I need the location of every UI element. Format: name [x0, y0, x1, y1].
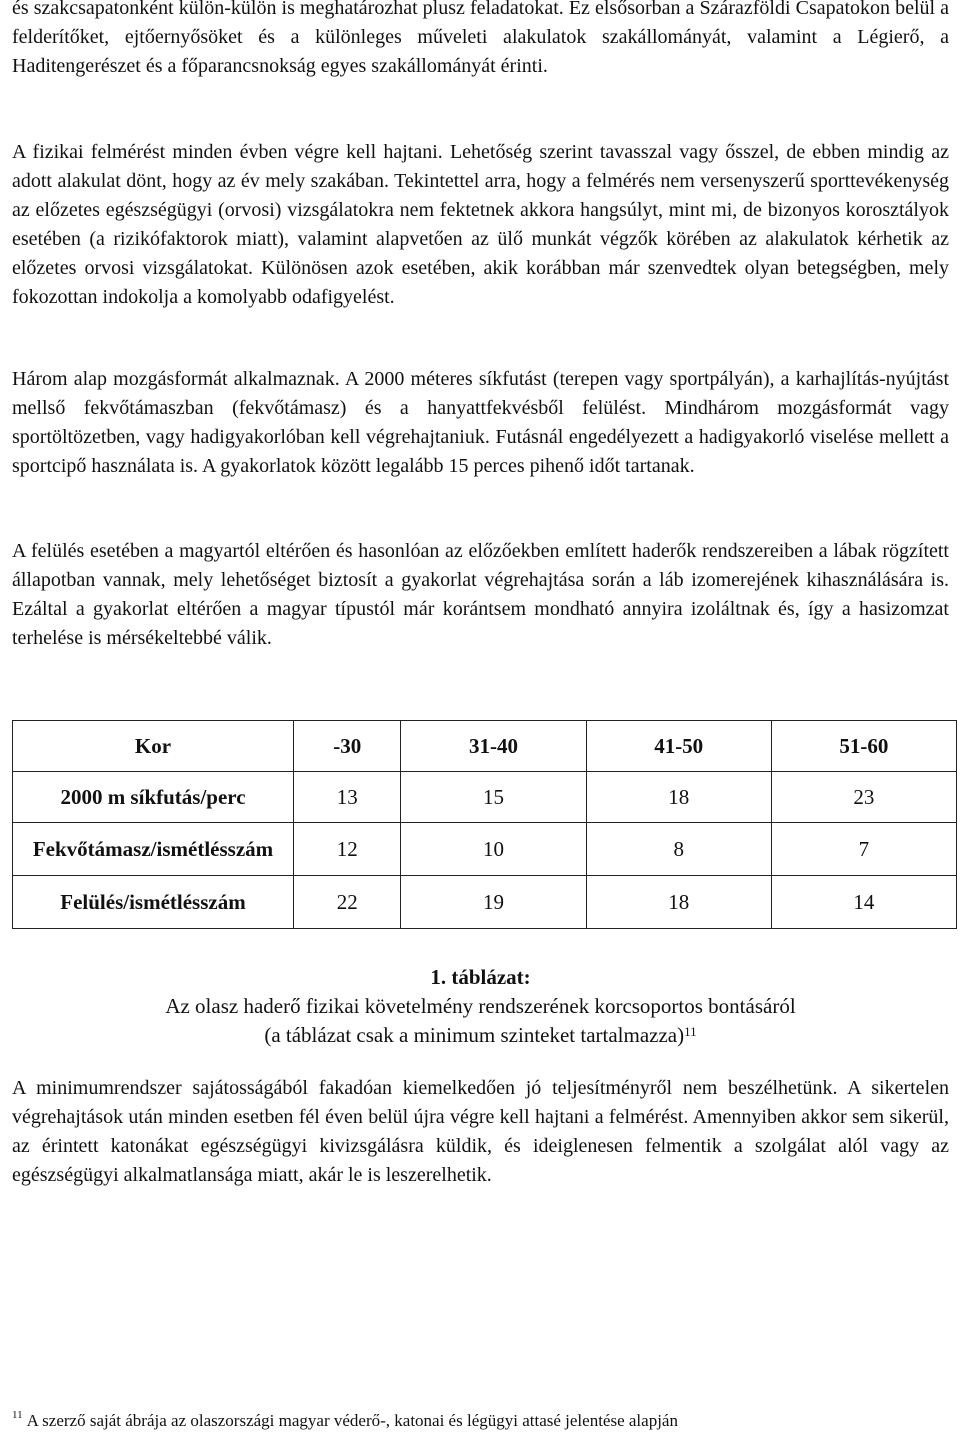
- caption-title: 1. táblázat:: [430, 965, 531, 989]
- table-row-label: Fekvőtámasz/ismétlésszám: [13, 823, 294, 876]
- paragraph-4: A felülés esetében a magyartól eltérően és hasonlóan az előzőekben említett haderők rendszereiben a lábak rögzített állapotban vannak, mely lehetőséget biztosít a gyakorlat végrehajtása során a láb izomerejének kihasználására is. Ezáltal a gyakorlat eltérően a magyar típustól már korántsem mondható annyira izoláltnak és, így a hasizomzat terhelése is mérsékeltebbé válik.: [12, 540, 949, 649]
- caption-line-2: (a táblázat csak a minimum szinteket tartalmazza): [264, 1023, 685, 1047]
- table-row: [13, 823, 957, 876]
- table-header-cell: 31-40: [401, 721, 586, 772]
- table-cell: 22: [294, 876, 401, 929]
- footnote: [12, 1411, 678, 1431]
- table-header-cell: Kor: [13, 721, 294, 772]
- table-header-cell: 51-60: [771, 721, 956, 772]
- table-row-label: Felülés/ismétlésszám: [13, 876, 294, 929]
- table-cell: 8: [586, 823, 771, 876]
- table-header-cell: 41-50: [586, 721, 771, 772]
- table-row-label: 2000 m síkfutás/perc: [13, 772, 294, 823]
- table-header-cell: -30: [294, 721, 401, 772]
- paragraph-2: A fizikai felmérést minden évben végre kell hajtani. Lehetőség szerint tavasszal vagy ősszel, de ebben mindig az adott alakulat dönt, hogy az év mely szakában. Tekintettel arra, hogy a felmérés nem versenyszerű sporttevékenység az előzetes egészségügyi (orvosi) vizsgálatokra nem fektetnek akkora hangsúlyt, mint mi, de bizonyos korosztályok esetében (a rizikófaktorok miatt), valamint alapvetően az ülő munkát végzők körében az alakulatok kérhetik az előzetes orvosi vizsgálatokat. Különösen azok esetében, akik korábban már szenvedtek olyan betegségben, mely fokozottan indokolja a komolyabb odafigyelést.: [12, 141, 949, 308]
- footnote-number: 11: [12, 1409, 23, 1421]
- table-cell: 19: [401, 876, 586, 929]
- table-cell: 18: [586, 876, 771, 929]
- table-cell: 15: [401, 772, 586, 823]
- table-cell: 14: [771, 876, 956, 929]
- table-caption: [12, 963, 949, 1050]
- footnote-text: A szerző saját ábrája az olaszországi magyar véderő-, katonai és légügyi attasé jelentése alapján: [26, 1411, 678, 1430]
- caption-line-1: Az olasz haderő fizikai követelmény rendszerének korcsoportos bontásáról: [165, 994, 796, 1018]
- table-cell: 13: [294, 772, 401, 823]
- paragraph-1: és szakcsapatonként külön-külön is meghatározhat plusz feladatokat. Ez elsősorban a Szárazföldi Csapatokon belül a felderítőket, ejtőernyősöket és a különleges műveleti alakulatok szakállományát, valamint a Légierő, a Haditengerészet és a főparancsnokság egyes szakállományát érinti.: [12, 0, 949, 77]
- table-cell: 12: [294, 823, 401, 876]
- table-row: [13, 876, 957, 929]
- table-row: [13, 772, 957, 823]
- table-cell: 10: [401, 823, 586, 876]
- requirements-table: [12, 720, 957, 929]
- paragraph-5: A minimumrendszer sajátosságából fakadóan kiemelkedően jó teljesítményről nem beszélhetünk. A sikertelen végrehajtások után minden esetben fél éven belül újra végre kell hajtani a felmérést. Amennyiben akkor sem sikerül, az érintett katonákat egészségügyi kivizsgálásra küldik, és ideiglenesen felmentik a szolgálat alól vagy az egészségügyi alkalmatlansága miatt, akár le is leszerelhetik.: [12, 1077, 949, 1186]
- table-cell: 7: [771, 823, 956, 876]
- paragraph-3: Három alap mozgásformát alkalmaznak. A 2000 méteres síkfutást (terepen vagy sportpályán), a karhajlítás-nyújtást mellső fekvőtámaszban (fekvőtámasz) és a hanyattfekvésből felülést. Mindhárom mozgásformát vagy sportöltözetben, vagy hadigyakorlóban kell végrehajtaniuk. Futásnál engedélyezett a hadigyakorló viselése mellett a sportcipő használata is. A gyakorlatok között legalább 15 perces pihenő időt tartanak.: [12, 368, 949, 477]
- footnote-reference: 11: [684, 1024, 697, 1039]
- table-header-row: [13, 721, 957, 772]
- table-cell: 18: [586, 772, 771, 823]
- table-cell: 23: [771, 772, 956, 823]
